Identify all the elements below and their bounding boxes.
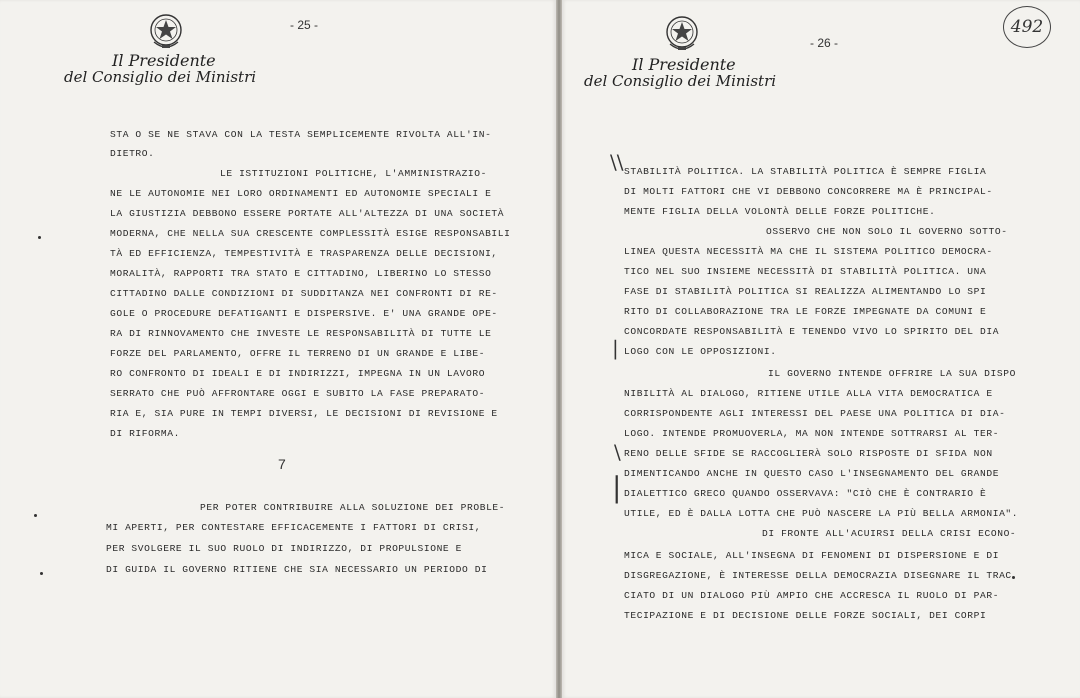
text-line: PER SVOLGERE IL SUO RUOLO DI INDIRIZZO, DI PROPULSIONE E bbox=[106, 543, 463, 554]
letterhead-title: Il Presidente bbox=[112, 51, 216, 70]
handwritten-bracket-mark: | bbox=[612, 471, 622, 504]
text-line: DI RIFORMA. bbox=[110, 428, 180, 439]
text-line: MENTE FIGLIA DELLA VOLONTÀ DELLE FORZE POLITICHE. bbox=[624, 206, 936, 217]
text-line: UTILE, ED È DALLA LOTTA CHE PUÒ NASCERE LA PIÙ BELLA ARMONIA". bbox=[624, 508, 1019, 519]
text-line: DIMENTICANDO ANCHE IN QUESTO CASO L'INSEGNAMENTO DEL GRANDE bbox=[624, 468, 1000, 479]
text-line: DI FRONTE ALL'ACUIRSI DELLA CRISI ECONO- bbox=[762, 528, 1017, 539]
text-line: DI MOLTI FATTORI CHE VI DEBBONO CONCORRERE MA È PRINCIPAL- bbox=[624, 186, 993, 197]
right-page bbox=[562, 0, 1080, 698]
text-line: LA GIUSTIZIA DEBBONO ESSERE PORTATE ALL'ALTEZZA DI UNA SOCIETÀ bbox=[110, 208, 505, 219]
text-line: RA DI RINNOVAMENTO CHE INVESTE LE RESPONSABILITÀ DI TUTTE LE bbox=[110, 328, 492, 339]
text-line: STA O SE NE STAVA CON LA TESTA SEMPLICEMENTE RIVOLTA ALL'IN- bbox=[110, 129, 492, 140]
page-stamp: 492 bbox=[1003, 6, 1051, 48]
text-line: MICA E SOCIALE, ALL'INSEGNA DI FENOMENI DI DISPERSIONE E DI bbox=[624, 550, 1000, 561]
text-line: GOLE O PROCEDURE DEFATIGANTI E DISPERSIVE. E' UNA GRANDE OPE- bbox=[110, 308, 498, 319]
text-line: PER POTER CONTRIBUIRE ALLA SOLUZIONE DEI PROBLE- bbox=[200, 502, 506, 513]
text-line: DI GUIDA IL GOVERNO RITIENE CHE SIA NECESSARIO UN PERIODO DI bbox=[106, 564, 488, 575]
text-line: NE LE AUTONOMIE NEI LORO ORDINAMENTI ED AUTONOMIE SPECIALI E bbox=[110, 188, 492, 199]
text-line: FORZE DEL PARLAMENTO, OFFRE IL TERRENO DI UN GRANDE E LIBE- bbox=[110, 348, 486, 359]
text-line: DISGREGAZIONE, È INTERESSE DELLA DEMOCRAZIA DISEGNARE IL TRAC bbox=[624, 570, 1012, 581]
handwritten-bracket-mark: \\ bbox=[610, 150, 624, 174]
text-line: TECIPAZIONE E DI DECISIONE DELLE FORZE SOCIALI, DEI CORPI bbox=[624, 610, 987, 621]
italian-republic-emblem-icon bbox=[148, 12, 184, 52]
handwritten-bracket-mark: \ bbox=[614, 440, 621, 464]
text-line: FASE DI STABILITÀ POLITICA SI REALIZZA ALIMENTANDO LO SPI bbox=[624, 286, 987, 297]
text-line: RENO DELLE SFIDE SE RACCOGLIERÀ SOLO RISPOSTE DI SFIDA NON bbox=[624, 448, 993, 459]
text-line: LINEA QUESTA NECESSITÀ MA CHE IL SISTEMA POLITICO DEMOCRA- bbox=[624, 246, 993, 257]
text-line: IL GOVERNO INTENDE OFFRIRE LA SUA DISPO bbox=[768, 368, 1016, 379]
letterhead-subtitle: del Consiglio dei Ministri bbox=[64, 68, 257, 86]
text-line: CIATO DI UN DIALOGO PIÙ AMPIO CHE ACCRESCA IL RUOLO DI PAR- bbox=[624, 590, 1000, 601]
text-line: CITTADINO DALLE CONDIZIONI DI SUDDITANZA NEI CONFRONTI DI RE- bbox=[110, 288, 498, 299]
text-line: RIA E, SIA PURE IN TEMPI DIVERSI, LE DECISIONI DI REVISIONE E bbox=[110, 408, 498, 419]
letterhead bbox=[584, 56, 776, 90]
text-line: STABILITÀ POLITICA. LA STABILITÀ POLITICA È SEMPRE FIGLIA bbox=[624, 166, 987, 177]
text-line: DIETRO. bbox=[110, 148, 155, 159]
text-line: RO CONFRONTO DI IDEALI E DI INDIRIZZI, IMPEGNA IN UN LAVORO bbox=[110, 368, 486, 379]
text-line: RITO DI COLLABORAZIONE TRA LE FORZE IMPEGNATE DA COMUNI E bbox=[624, 306, 987, 317]
text-line: DIALETTICO GRECO QUANDO OSSERVAVA: "CIÒ CHE È CONTRARIO È bbox=[624, 488, 987, 499]
text-line: MI APERTI, PER CONTESTARE EFFICACEMENTE I FATTORI DI CRISI, bbox=[106, 522, 482, 533]
letterhead-subtitle: del Consiglio dei Ministri bbox=[584, 72, 777, 90]
text-line: MORALITÀ, RAPPORTI TRA STATO E CITTADINO, LIBERINO LO STESSO bbox=[110, 268, 492, 279]
section-number: 7 bbox=[278, 456, 286, 472]
text-line: MODERNA, CHE NELLA SUA CRESCENTE COMPLESSITÀ ESIGE RESPONSABILI bbox=[110, 228, 511, 239]
text-line: CONCORDATE RESPONSABILITÀ E TENENDO VIVO LO SPIRITO DEL DIA bbox=[624, 326, 1000, 337]
margin-dot bbox=[34, 514, 37, 517]
text-line: CORRISPONDENTE AGLI INTERESSI DEL PAESE UNA POLITICA DI DIA- bbox=[624, 408, 1006, 419]
margin-dot bbox=[40, 572, 43, 575]
margin-dot bbox=[38, 236, 41, 239]
text-line: SERRATO CHE PUÒ AFFRONTARE OGGI E SUBITO LA FASE PREPARATO- bbox=[110, 388, 486, 399]
margin-dot bbox=[1012, 576, 1015, 579]
text-line: LOGO CON LE OPPOSIZIONI. bbox=[624, 346, 777, 357]
text-line: OSSERVO CHE NON SOLO IL GOVERNO SOTTO- bbox=[766, 226, 1008, 237]
page-number: - 25 - bbox=[290, 18, 319, 32]
text-line: NIBILITÀ AL DIALOGO, RITIENE UTILE ALLA VITA DEMOCRATICA E bbox=[624, 388, 993, 399]
text-line: LE ISTITUZIONI POLITICHE, L'AMMINISTRAZIO- bbox=[220, 168, 488, 179]
letterhead bbox=[64, 52, 256, 86]
text-line: TICO NEL SUO INSIEME NECESSITÀ DI STABILITÀ POLITICA. UNA bbox=[624, 266, 987, 277]
text-line: TÀ ED EFFICIENZA, TEMPESTIVITÀ E TRASPARENZA DELLE DECISIONI, bbox=[110, 248, 498, 259]
italian-republic-emblem-icon bbox=[664, 14, 700, 54]
letterhead-title: Il Presidente bbox=[632, 55, 736, 74]
page-number: - 26 - bbox=[810, 36, 839, 50]
handwritten-bracket-mark: | bbox=[612, 336, 619, 360]
text-line: LOGO. INTENDE PROMUOVERLA, MA NON INTENDE SOTTRARSI AL TER- bbox=[624, 428, 1000, 439]
